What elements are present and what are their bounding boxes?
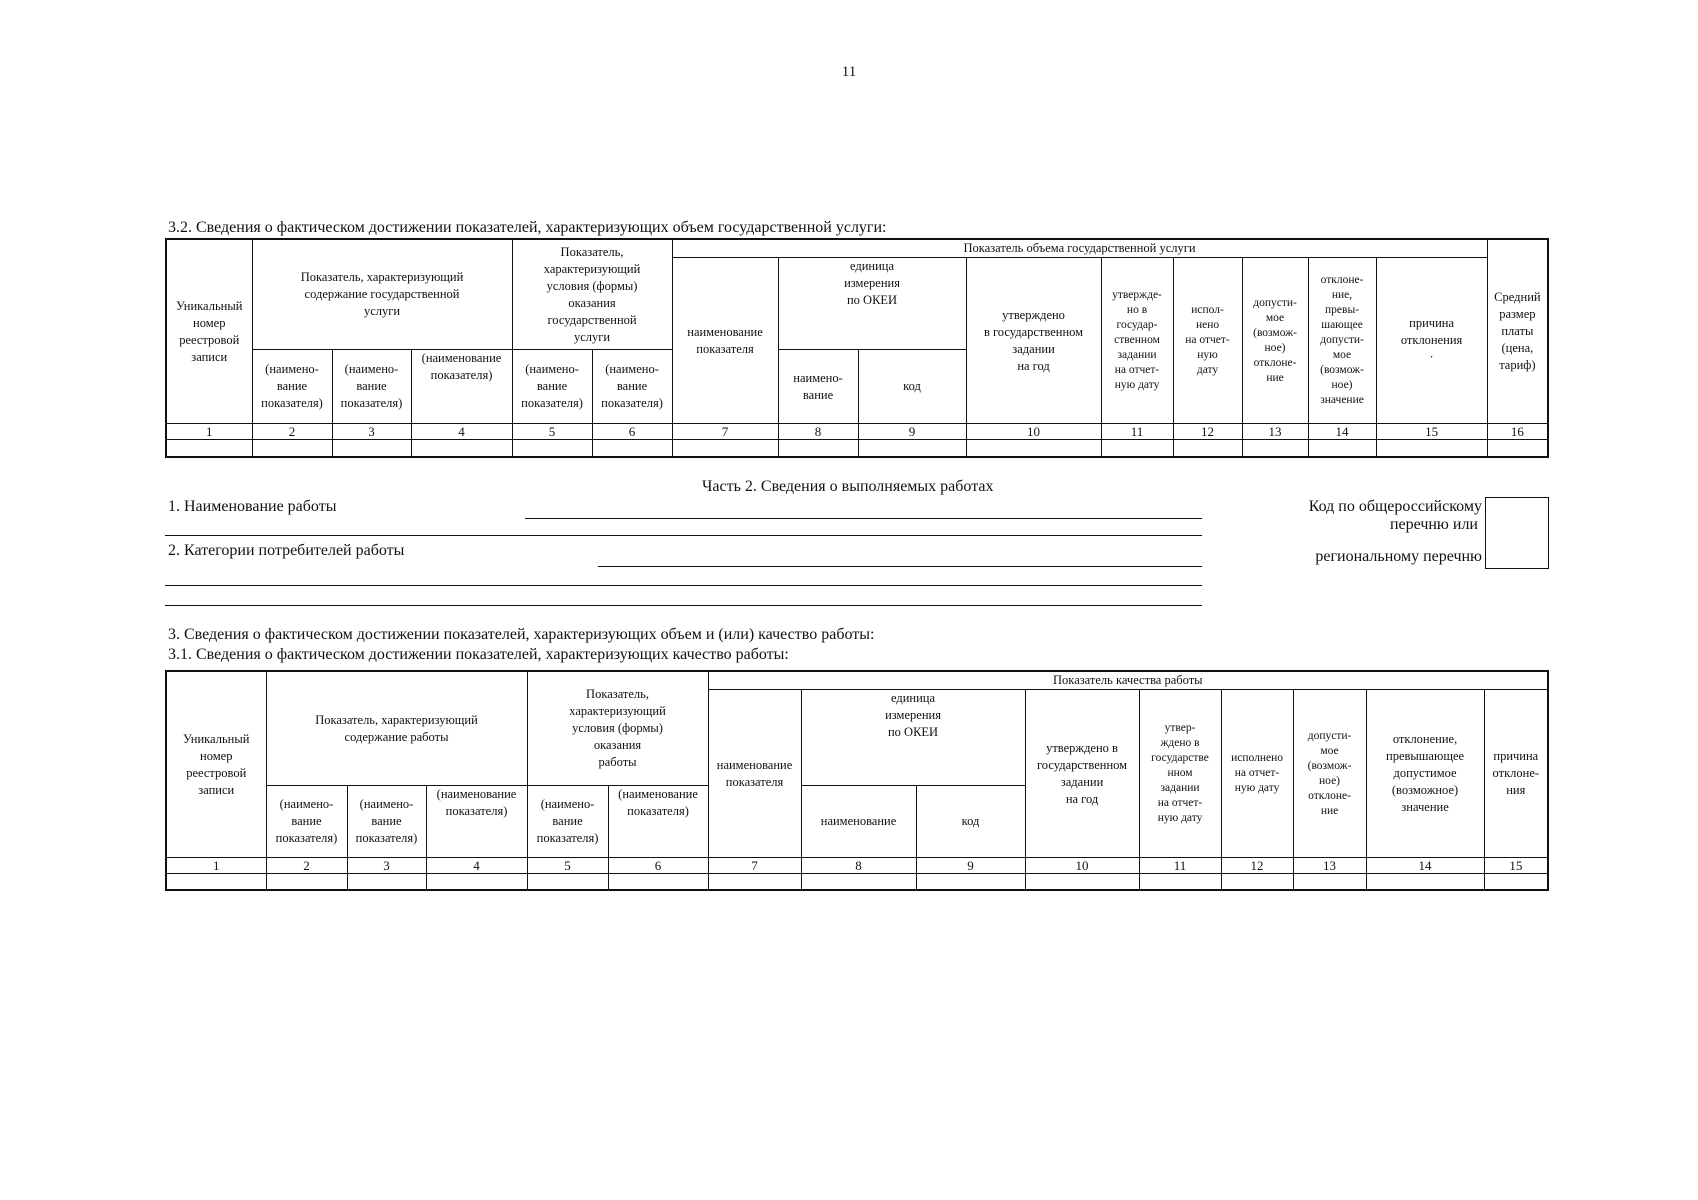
header-unique-number: Уникальный номер реестровой записи (166, 239, 252, 424)
data-cell[interactable] (1487, 440, 1548, 457)
col-num: 10 (1025, 858, 1139, 874)
col-num: 11 (1139, 858, 1221, 874)
sub-header-name-6: (наименование показателя) (608, 786, 708, 858)
data-cell[interactable] (1139, 874, 1221, 890)
col-num: 14 (1366, 858, 1484, 874)
consumers-line-2[interactable] (165, 585, 1202, 586)
sub-header-name-3: (наимено- вание показателя) (332, 350, 411, 424)
header-indicator-name: наименование показателя (672, 258, 778, 424)
header-avg-fee: Средний размер платы (цена, тариф) (1487, 239, 1548, 424)
consumers-line-3[interactable] (165, 605, 1202, 606)
volume-indicators-table (165, 238, 1549, 458)
col-num: 7 (672, 424, 778, 440)
table-row (166, 874, 1548, 890)
header-indicator-name: наименование показателя (708, 690, 801, 858)
data-cell[interactable] (527, 874, 608, 890)
header-executed: исполнено на отчет- ную дату (1221, 690, 1293, 858)
col-num: 8 (801, 858, 916, 874)
data-cell[interactable] (512, 440, 592, 457)
data-cell[interactable] (332, 440, 411, 457)
header-content-indicator: Показатель, характеризующий содержание работы (266, 671, 527, 786)
data-cell[interactable] (858, 440, 966, 457)
col-num: 2 (266, 858, 347, 874)
sub-header-name-6: (наимено- вание показателя) (592, 350, 672, 424)
col-num: 7 (708, 858, 801, 874)
col-num: 12 (1173, 424, 1242, 440)
header-conditions-indicator: Показатель, характеризующий условия (формы) оказания государственной услуги (512, 239, 672, 350)
sub-header-name-3: (наимено- вание показателя) (347, 786, 426, 858)
data-cell[interactable] (916, 874, 1025, 890)
header-quality-indicator: Показатель качества работы (708, 671, 1548, 690)
sub-header-name-2: (наимено- вание показателя) (266, 786, 347, 858)
data-cell[interactable] (1173, 440, 1242, 457)
reason-label: причина отклонения (1400, 316, 1463, 347)
col-num: 2 (252, 424, 332, 440)
header-content-indicator: Показатель, характеризующий содержание государственной услуги (252, 239, 512, 350)
section-3-title: 3. Сведения о фактическом достижении показателей, характеризующих объем и (или) качество работы: (168, 626, 875, 643)
col-num: 1 (166, 858, 266, 874)
header-approved-year: утверждено в государственном задании на год (966, 258, 1101, 424)
col-num: 9 (916, 858, 1025, 874)
header-unique-number: Уникальный номер реестровой записи (166, 671, 266, 858)
col-num: 10 (966, 424, 1101, 440)
work-name-label: 1. Наименование работы (168, 498, 337, 515)
data-cell[interactable] (1101, 440, 1173, 457)
work-name-line[interactable] (525, 518, 1202, 519)
work-name-line-2[interactable] (165, 535, 1202, 536)
consumers-line[interactable] (598, 566, 1202, 567)
data-cell[interactable] (1025, 874, 1139, 890)
data-cell[interactable] (592, 440, 672, 457)
sub-header-unit-name: наименование (801, 786, 916, 858)
col-num: 13 (1242, 424, 1308, 440)
header-executed: испол- нено на отчет- ную дату (1173, 258, 1242, 424)
data-cell[interactable] (672, 440, 778, 457)
data-cell[interactable] (1308, 440, 1376, 457)
sub-header-name-5: (наимено- вание показателя) (512, 350, 592, 424)
col-num: 1 (166, 424, 252, 440)
reason-mark: · (1429, 350, 1434, 364)
col-num: 11 (1101, 424, 1173, 440)
header-reason: причина отклоне- ния (1484, 690, 1548, 858)
data-cell[interactable] (266, 874, 347, 890)
data-cell[interactable] (252, 440, 332, 457)
header-allowed-deviation: допусти- мое (возмож- ное) отклоне- ние (1242, 258, 1308, 424)
data-cell[interactable] (1221, 874, 1293, 890)
header-conditions-indicator: Показатель, характеризующий условия (формы) оказания работы (527, 671, 708, 786)
code-label-3: региональному перечню (1315, 548, 1482, 565)
data-cell[interactable] (426, 874, 527, 890)
sub-header-name-4: (наименование показателя) (411, 350, 512, 424)
col-num: 4 (411, 424, 512, 440)
data-cell[interactable] (1366, 874, 1484, 890)
sub-header-name-4: (наименование показателя) (426, 786, 527, 858)
data-cell[interactable] (966, 440, 1101, 457)
sub-header-name-5: (наимено- вание показателя) (527, 786, 608, 858)
data-cell[interactable] (608, 874, 708, 890)
header-unit-okei: единица измерения по ОКЕИ (801, 690, 1025, 786)
sub-header-unit-code: код (916, 786, 1025, 858)
col-num: 6 (608, 858, 708, 874)
data-cell[interactable] (1376, 440, 1487, 457)
col-num: 15 (1376, 424, 1487, 440)
col-num: 16 (1487, 424, 1548, 440)
col-num: 4 (426, 858, 527, 874)
header-unit-okei: единица измерения по ОКЕИ (778, 258, 966, 350)
header-approved-report: утвер- ждено в государстве нном задании на отчет- ную дату (1139, 690, 1221, 858)
data-cell[interactable] (166, 874, 266, 890)
col-num: 14 (1308, 424, 1376, 440)
header-reason (1376, 258, 1487, 424)
sub-header-name-2: (наимено- вание показателя) (252, 350, 332, 424)
header-volume-indicator: Показатель объема государственной услуги (672, 239, 1487, 258)
col-num: 8 (778, 424, 858, 440)
data-cell[interactable] (801, 874, 916, 890)
sub-header-unit-name: наимено- вание (778, 350, 858, 424)
code-label-2: перечню или (1389, 516, 1478, 533)
col-num: 5 (512, 424, 592, 440)
col-num: 3 (332, 424, 411, 440)
header-exceeding-deviation: отклоне- ние, превы- шающее допусти- мое (возмож- ное) значение (1308, 258, 1376, 424)
data-cell[interactable] (166, 440, 252, 457)
column-numbers-row (166, 424, 1548, 440)
code-box[interactable] (1485, 497, 1549, 569)
data-cell[interactable] (1293, 874, 1366, 890)
data-cell[interactable] (1484, 874, 1548, 890)
col-num: 3 (347, 858, 426, 874)
data-cell[interactable] (411, 440, 512, 457)
data-cell[interactable] (347, 874, 426, 890)
col-num: 13 (1293, 858, 1366, 874)
header-exceeding-deviation: отклонение, превышающее допустимое (возможное) значение (1366, 690, 1484, 858)
page-number: 11 (841, 64, 857, 80)
table-row (166, 440, 1548, 457)
header-approved-year: утверждено в государственном задании на год (1025, 690, 1139, 858)
data-cell[interactable] (778, 440, 858, 457)
section-3-1-title: 3.1. Сведения о фактическом достижении показателей, характеризующих качество работы: (168, 646, 789, 663)
data-cell[interactable] (708, 874, 801, 890)
data-cell[interactable] (1242, 440, 1308, 457)
quality-indicators-table (165, 670, 1549, 891)
code-label-1: Код по общероссийскому (1308, 498, 1482, 515)
col-num: 6 (592, 424, 672, 440)
column-numbers-row (166, 858, 1548, 874)
col-num: 9 (858, 424, 966, 440)
part-2-title: Часть 2. Сведения о выполняемых работах (702, 478, 994, 495)
col-num: 12 (1221, 858, 1293, 874)
header-allowed-deviation: допусти- мое (возмож- ное) отклоне- ние (1293, 690, 1366, 858)
header-approved-report: утвержде- но в государ- ственном задании на отчет- ную дату (1101, 258, 1173, 424)
sub-header-unit-code: код (858, 350, 966, 424)
section-3-2-title: 3.2. Сведения о фактическом достижении показателей, характеризующих объем государственной услуги: (168, 219, 887, 236)
consumers-label: 2. Категории потребителей работы (168, 542, 405, 559)
col-num: 5 (527, 858, 608, 874)
col-num: 15 (1484, 858, 1548, 874)
